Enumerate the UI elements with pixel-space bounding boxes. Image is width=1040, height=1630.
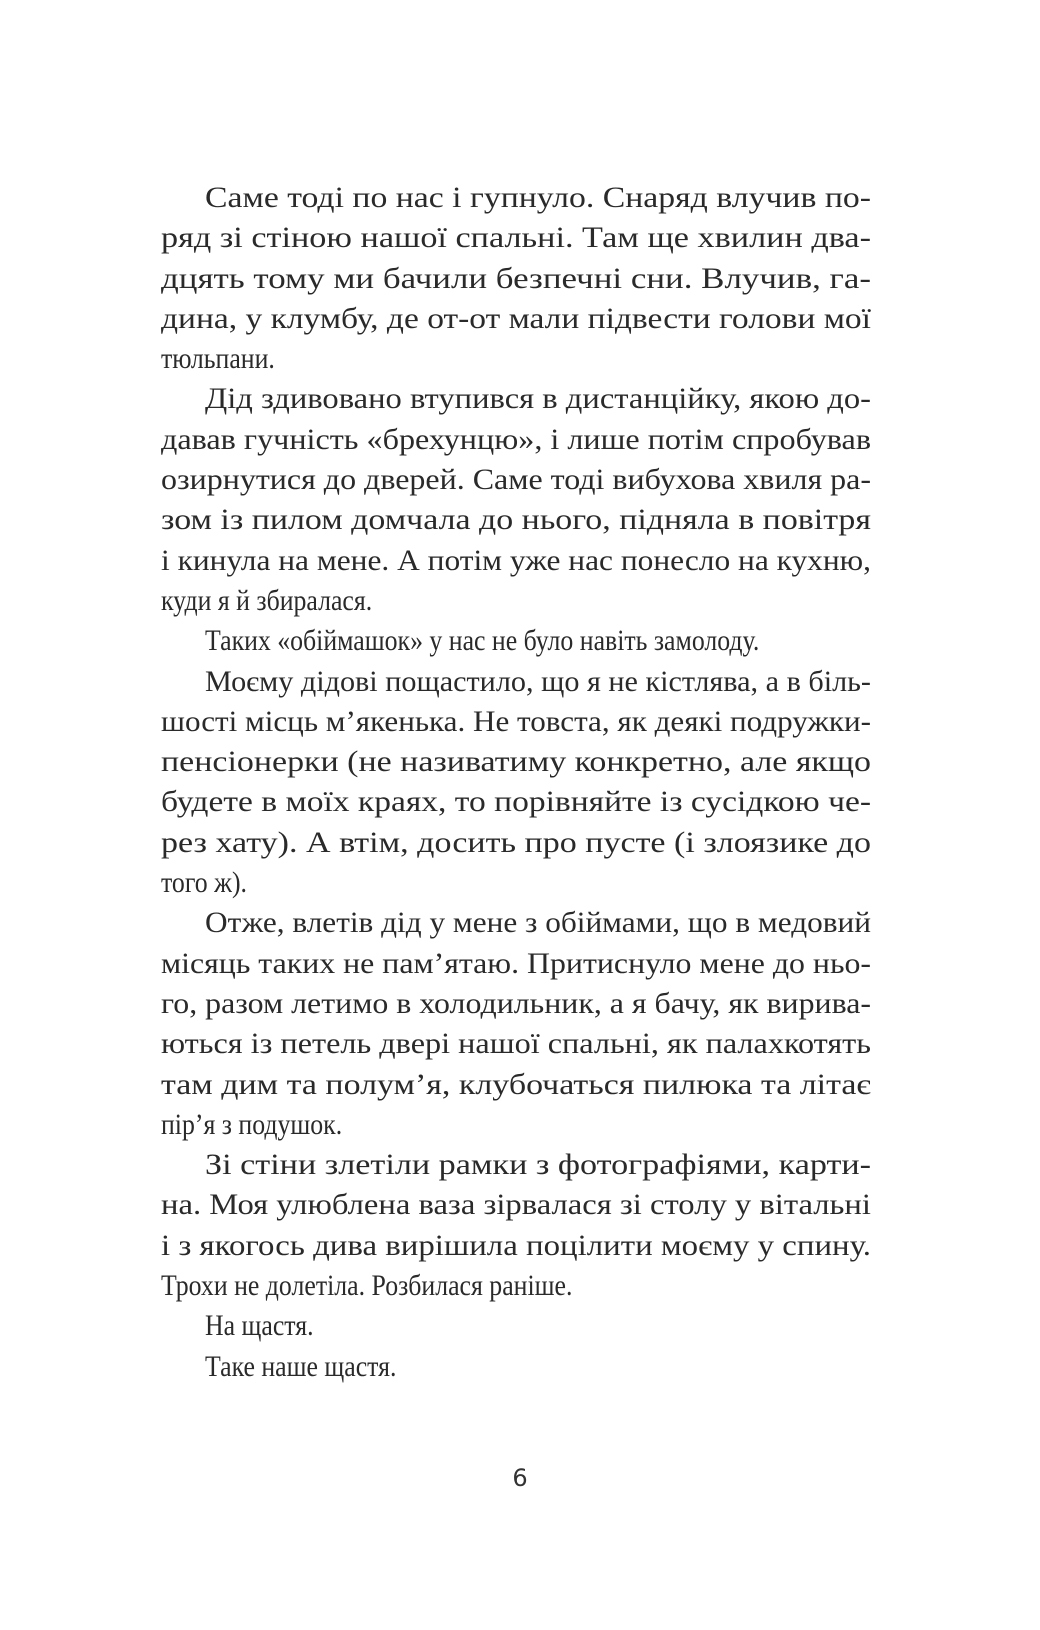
text-line-content: Таких «обіймашок» у нас не було навіть замолоду. xyxy=(205,624,760,658)
text-line-content: Саме тоді по нас і гупнуло. Снаряд влучив по- xyxy=(205,181,872,214)
text-line-content: давав гучність «брехунцю», і лише потім спробував xyxy=(161,422,872,456)
paragraph xyxy=(161,379,871,621)
text-line-content: ються із петель двері нашої спальні, як палахкотять xyxy=(161,1027,871,1061)
text-line xyxy=(161,742,871,782)
paragraph xyxy=(161,1306,871,1346)
text-line-content: рез хату). А втім, досить про пусте (і злоязике до xyxy=(161,825,872,859)
text-line xyxy=(161,299,871,339)
text-line xyxy=(161,581,871,621)
text-line xyxy=(161,1347,871,1387)
text-line-content: пір’я з подушок. xyxy=(161,1107,343,1141)
text-line-content: куди я й збиралася. xyxy=(161,583,373,617)
paragraph xyxy=(161,662,871,904)
text-line-content: і кинула на мене. А потім уже нас понесло на кухню, xyxy=(161,543,871,577)
text-line-content: озирнутися до дверей. Саме тоді вибухова хвиля ра- xyxy=(161,463,871,497)
text-line xyxy=(161,1105,871,1145)
text-line xyxy=(161,460,871,500)
text-line xyxy=(161,1266,871,1306)
text-line-content: Таке наше щастя. xyxy=(205,1349,397,1383)
text-line-content: На щастя. xyxy=(205,1309,314,1343)
text-line-content: Дід здивовано втупився в дистанційку, якою до- xyxy=(205,382,872,416)
paragraph xyxy=(161,621,871,661)
text-line-content: Трохи не долетіла. Розбилася раніше. xyxy=(161,1269,573,1303)
text-line xyxy=(161,259,871,299)
text-line xyxy=(161,702,871,742)
text-line xyxy=(161,541,871,581)
text-line xyxy=(161,903,871,943)
paragraph xyxy=(161,903,871,1145)
text-line xyxy=(161,1306,871,1346)
text-line xyxy=(161,500,871,540)
text-line-content: будете в моїх краях, то порівняйте із сусідкою че- xyxy=(161,785,871,819)
text-line-content: тюльпани. xyxy=(161,342,275,376)
page-body-text xyxy=(161,178,871,1387)
text-line-content: Зі стіни злетіли рамки з фотографіями, карти- xyxy=(205,1148,872,1182)
text-line-content: дцять тому ми бачили безпечні сни. Влучив, га- xyxy=(161,261,871,295)
text-line-content: на. Моя улюблена ваза зірвалася зі столу у вітальні xyxy=(161,1188,871,1222)
page-number: 6 xyxy=(512,1464,528,1492)
text-line xyxy=(161,218,871,258)
text-line-content: пенсіонерки (не називатиму конкретно, але якщо xyxy=(161,745,872,779)
text-line xyxy=(161,1065,871,1105)
text-line xyxy=(161,863,871,903)
text-line xyxy=(161,379,871,419)
text-line-content: го, разом летимо в холодильник, а я бачу, як вирива- xyxy=(161,986,871,1020)
text-line-content: Отже, влетів дід у мене з обіймами, що в медовий xyxy=(205,906,871,940)
text-line xyxy=(161,1145,871,1185)
text-line xyxy=(161,178,871,218)
paragraph xyxy=(161,1145,871,1306)
text-line xyxy=(161,621,871,661)
text-line xyxy=(161,1185,871,1225)
text-line xyxy=(161,984,871,1024)
text-line xyxy=(161,782,871,822)
text-line xyxy=(161,944,871,984)
text-line xyxy=(161,662,871,702)
text-line xyxy=(161,420,871,460)
text-line xyxy=(161,1226,871,1266)
text-line-content: і з якогось дива вирішила поцілити моєму у спину. xyxy=(161,1228,871,1262)
text-line-content: шості місць м’якенька. Не товста, як деякі подружки- xyxy=(161,704,871,738)
text-line xyxy=(161,1024,871,1064)
text-line-content: місяць таких не пам’ятаю. Притиснуло мене до ньо- xyxy=(161,946,872,980)
text-line-content: ряд зі стіною нашої спальні. Там ще хвилин два- xyxy=(161,221,872,255)
text-line xyxy=(161,339,871,379)
text-line-content: Моєму дідові пощастило, що я не кістлява, а в біль- xyxy=(205,664,871,698)
paragraph xyxy=(161,178,871,379)
text-line-content: там дим та полум’я, клубочаться пилюка та літає xyxy=(161,1067,871,1101)
text-line xyxy=(161,823,871,863)
text-line-content: зом із пилом домчала до нього, підняла в повітря xyxy=(161,503,871,537)
text-line-content: того ж). xyxy=(161,866,247,900)
paragraph xyxy=(161,1347,871,1387)
text-line-content: дина, у клумбу, де от-от мали підвести голови мої xyxy=(161,301,871,335)
